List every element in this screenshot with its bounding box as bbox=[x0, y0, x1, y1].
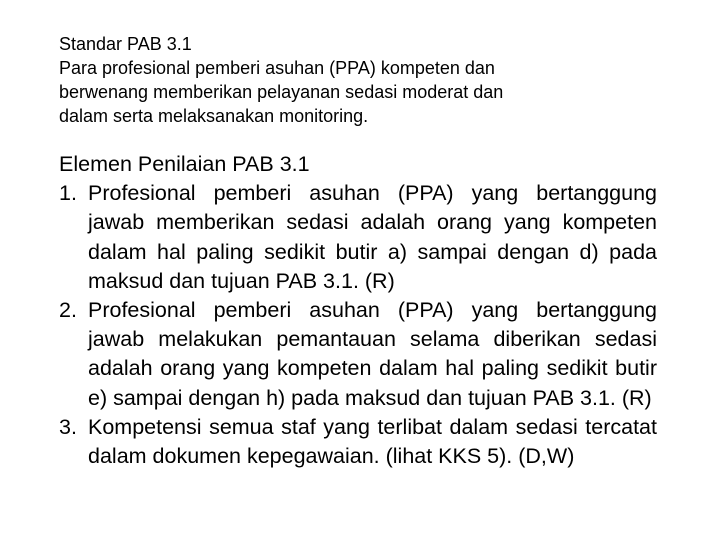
assessment-item-2 bbox=[59, 296, 657, 413]
assessment-item-3 bbox=[59, 413, 657, 471]
standard-title: Standar PAB 3.1 bbox=[59, 34, 192, 54]
assessment-title: Elemen Penilaian PAB 3.1 bbox=[59, 152, 310, 176]
assessment-item-text: Profesional pemberi asuhan (PPA) yang bertanggung jawab memberikan sedasi adalah orang yang kompeten dalam hal paling sedikit butir a) sampai dengan d) pada maksud dan tujuan PAB 3.1. (R) bbox=[88, 181, 657, 293]
assessment-item-number: 3. bbox=[59, 414, 77, 439]
assessment-item-1 bbox=[59, 179, 657, 296]
standard-text-line-2: berwenang memberikan pelayanan sedasi moderat dan bbox=[59, 82, 504, 102]
assessment-list bbox=[59, 179, 657, 471]
assessment-item-number: 1. bbox=[59, 181, 77, 206]
assessment-item-text: Profesional pemberi asuhan (PPA) yang bertanggung jawab melakukan pemantauan selama diberikan sedasi adalah orang yang kompeten dalam hal paling sedikit butir e) sampai dengan h) pada maksud dan tujuan PAB 3.1. (R) bbox=[88, 298, 657, 410]
assessment-item-text: Kompetensi semua staf yang terlibat dalam sedasi tercatat dalam dokumen kepegawaian. (lihat KKS 5). (D,W) bbox=[88, 414, 657, 469]
standard-text-line-1: Para profesional pemberi asuhan (PPA) kompeten dan bbox=[59, 58, 495, 78]
assessment-section bbox=[59, 150, 657, 471]
standard-text-line-3: dalam serta melaksanakan monitoring. bbox=[59, 106, 369, 126]
assessment-item-number: 2. bbox=[59, 298, 77, 323]
standard-section bbox=[59, 32, 659, 128]
